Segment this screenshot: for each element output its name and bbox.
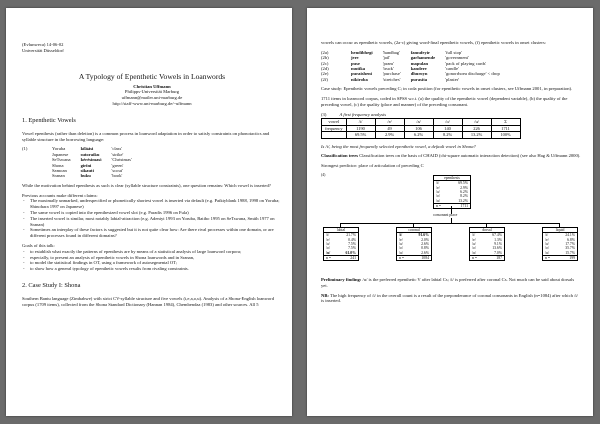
claims-intro: Previous accounts make different claims: [22,192,98,198]
tree-node-coronal [396,227,432,261]
predictor-line: Strongest predictor: place of articulation of preceding C [321,163,424,169]
table-cell: 1711 [491,125,520,131]
node-title: dorsal [470,228,504,233]
table-row [322,132,521,138]
example-word: purasita [410,76,428,82]
example-gloss: 'gonorrhoea discharge' < drop [445,71,500,77]
node-row: /a/ 9.1% [472,241,502,246]
default-question: Is /i/, being the most frequently selected epenthetic vowel, a default vowel in Shona? [321,143,476,149]
example-gloss: 'handbag' [382,49,400,55]
column-header: /a/ [404,119,433,125]
example-word: jere [351,55,359,61]
list-item: - The maximally unmarked, underspecified or phonetically shortest vowel is inserted via default (e.g. Paiktyblank 1988, 1998 on Yoruba; Shinohara 1997 on Japanese) [30,198,282,210]
finding-label: Preliminary finding: [321,277,362,283]
example-number: (2d) [321,66,329,72]
example-gloss: 'jail' [382,55,391,61]
example-word: hendibhegi [351,49,373,55]
node-row: /i/ 67.4% [472,233,502,238]
example-gloss: 'green' [111,162,124,168]
affiliation: Philipps-Universität Marburg [124,89,180,95]
table-cell [322,132,347,138]
node-title: epenthesis [434,176,470,181]
node-row: /a/ 7.5% [326,241,356,246]
node-row: /i/ 24.1% [545,233,575,238]
column-header: Σ [491,119,520,125]
column-header: /o/ [433,119,462,125]
table-cell: 6.2% [404,132,433,138]
classification-paragraph: Classification trees on the basis of CHAID (chi-square automatic interaction detection) (see also Hag & Uffmann 2000). [359,153,581,159]
node-row: /u/ 15.7% [545,250,575,255]
node-row: /o/ 0.8% [399,246,429,251]
example-gloss: 'stretches' [382,76,401,82]
example-language: Japanese [52,151,69,157]
column-header: /i/ [346,119,375,125]
table-cell: 69.5% [346,132,375,138]
table-cell: 13.2% [462,132,491,138]
example-word: girîni [80,162,92,168]
example-gloss: 'class' [111,146,123,152]
column-header: /e/ [375,119,404,125]
example-language: SeTswana [52,157,71,163]
motivation-paragraph: While the motivation behind epenthesis as such is clear (syllable structure constraints), one question remains: Which vowel is inserted? [22,182,271,188]
list-item: - especially, to present an analysis of epenthetic vowels in Shona loanwords and in Sranan, [30,255,282,261]
column-header: /u/ [462,119,491,125]
page-right [307,8,593,416]
node-row: /e/ 2.9% [436,185,468,190]
example-language: Samoan [52,168,67,173]
case-study-paragraph: Case study: Epenthetic vowels preceding C; in coda position (for epenthetic vowels in onset clusters, see Uffmann 2001, in preparation). [321,86,573,92]
section-1-title: 1. Epenthetic Vowels [22,116,76,124]
tree-connector [340,223,559,224]
email[interactable]: uffmann@mailer.uni-marburg.de [121,95,183,101]
node-title: liquid [543,228,577,233]
list-item: - to model the statistical findings in OT, using a framework of autosegmental OT; [30,260,282,266]
nb-text: The high frequency of /i/ in the overall count is a result of the preponderance of coronal consonants in English (n=1084) after which /i/ is inserted. [321,292,578,304]
node-row: /i/ 69.5% [436,181,468,186]
list-item: - The inserted vowel is similar, most notably labial-attraction (e.g. Adeniyi 1993 on Yoruba, Batibo 1995 on SeTswana, Smith 1977 on Sranan) [30,216,282,228]
example-word: sikauti [80,168,94,173]
node-row: /u/ 13.2% [436,198,468,203]
example-1-table [22,146,142,178]
section-2-title: 2. Case Study I: Shona [22,281,81,289]
node-row: /a/ 6.2% [436,189,468,194]
section-2-paragraph: Southern Bantu language (Zimbabwe) with strict CV-syllable structure and five vowels (i,e,a,o,u). Analysis of a Shona-English loanword corpus (1709 items), collected from the Shona Standard Dictionary (Hannan 1984), Chembendza (1983) and other sources. All 5 [22,295,275,307]
table-cell: 140 [433,125,462,131]
list-item: - The same vowel is copied into the epenthesized vowel slot (e.g. Paradis 1996 on Fula) [30,210,282,216]
node-row: /o/ 7.5% [326,246,356,251]
node-row: /o/ 13.6% [472,246,502,251]
node-row: /u/ 61.0% [326,250,356,255]
branch-label: consonant place [433,213,458,218]
table-cell: 106 [404,125,433,131]
frequency-table [321,118,521,138]
node-row: /e/ 2.0% [399,237,429,242]
table-number: (3) [321,111,327,117]
table-cell: 100% [491,132,520,138]
example-row [22,173,142,178]
table-caption: A first frequency analysis [339,111,387,117]
tree-node-labial [323,227,359,261]
goals-list [22,249,282,272]
example-number: (1) [22,146,28,152]
section-1-paragraph: Vowel epenthesis (rather than deletion) is a common process in loanword adaptation in order to satisfy constraints on phonotactics and syllable structure in the borrowing language: [22,130,270,142]
node-row: n = 241 [326,255,356,260]
header-line-1: (Evlunweca) 14-06-02 [22,42,64,47]
example-word: puraisheni [351,71,372,77]
example-gloss: 'scout' [111,168,123,173]
node-row: /i/ 91.6% [399,233,429,238]
node-row: n = 187 [472,255,502,260]
example-2-table [321,50,510,82]
table-cell: 49 [375,125,404,131]
tree-diagram [321,173,581,277]
example-number: (2f) [321,76,328,82]
node-row: /o/ 35.7% [545,246,575,251]
example-number: (2b) [321,55,329,61]
list-item: - to show how a general typology of epenthetic vowels results from rivaling constraints. [30,266,282,272]
node-row: /a/ 17.7% [545,241,575,246]
example-row [321,77,510,82]
example-gloss: 'truck' [382,66,394,72]
classification-label: Classification trees [321,153,359,159]
example-number: (2c) [321,60,329,66]
node-row: /u/ 2.6% [399,250,429,255]
node-row: /e/ 6.8% [545,237,575,242]
url[interactable]: http://staff-www.uni-marburg.de/~uffmann [112,100,192,106]
example-gloss: 'pram' [382,60,394,66]
example-language: Yoruba [52,146,66,152]
claims-list [22,198,282,239]
figure-number: (4) [321,173,326,178]
example-gloss: 'Christmas' [111,157,132,163]
example-gloss: 'pack of playing cards' [445,60,487,66]
example-word: buku [80,173,91,179]
author: Christian Uffmann [133,83,171,89]
example-word: dhuroyn [410,71,428,77]
paper-title: A Typology of Epenthetic Vowels in Loanwords [78,71,226,81]
node-row: n = 1084 [399,255,429,260]
table-3-caption [321,112,581,118]
node-row: n = 1711 [436,203,468,208]
example-number: (2a) [321,49,329,55]
tree-node-dorsal [469,227,505,261]
example-language: Sranan [52,173,65,179]
finding-text: /u/ is the preferred epenthetic V after labial Cs; /i/ is preferred after coronal Cs. Not much can be said about dorsals yet. [321,277,575,288]
table-cell: 8.2% [433,132,462,138]
example-language: Shona [52,162,64,168]
node-row: /e/ 0.4% [326,237,356,242]
example-word: garhamende [410,55,436,61]
list-item: - to establish what exactly the patterns of epenthesis are by means of a statistical analysis of large loanword corpora; [30,249,282,255]
tree-root-node [433,175,471,209]
example-gloss: 'purchase' [382,71,401,77]
example-word: famufeyir [410,49,431,55]
table-cell: 226 [462,125,491,131]
tree-node-liquid [542,227,578,261]
list-item: - Sometimes an interplay of these factors is suggested but it is not quite clear how: Are there rival processes within one domain, or are different processes found in different domains? [30,227,282,239]
example-word: mutika [351,66,366,72]
example-gloss: 'strike' [111,151,124,157]
node-row: /u/ 7.0% [472,250,502,255]
corpus-paragraph: 1711 items in loanword corpus, coded in SPSS w.r.t. (a) the quality of the epenthetic vowel (dependent variable), (b) the quality of the preceding vowel, (c) the quality (place and manner) of the preceding consonant. [321,96,568,107]
node-row: /i/ 21.7% [326,233,356,238]
example-word: puse [351,60,360,66]
header-line-2: Universität Düsseldorf [22,47,64,53]
example-gloss: 'government' [445,55,469,61]
example-word: nikiroba [351,76,368,82]
column-header: vowel [322,119,347,125]
table-cell: frequency [322,125,347,131]
node-title: labial [324,228,358,233]
node-row: /e/ 1.3% [472,237,502,242]
example-word: kandere [410,66,427,72]
page-left [6,8,292,416]
example-gloss: 'book' [111,173,123,179]
goals-intro: Goals of this talk: [22,242,55,248]
header [22,42,282,54]
example-gloss: 'plaster' [445,76,460,82]
node-row: /o/ 8.2% [436,194,468,199]
example-number: (2e) [321,71,329,77]
example-gloss: 'candle' [445,66,459,72]
example-gloss: 'full stop' [445,49,463,55]
table-cell: 1190 [346,125,375,131]
node-title: coronal [397,228,431,233]
example-word: kérésimasì [80,157,102,163]
nb-label: NB: [321,292,329,298]
example-word: mapulan [410,60,429,66]
node-row: n = 199 [545,255,575,260]
continued-paragraph: vowels can occur as epenthetic vowels, (2a-c) giving word-final epenthetic vowels, (f) epenthetic vowels in onset clusters: [321,40,547,45]
table-cell: 2.9% [375,132,404,138]
example-word: sutoraiku [80,151,100,157]
node-row: /a/ 2.6% [399,241,429,246]
example-word: kíláásì [80,146,94,152]
